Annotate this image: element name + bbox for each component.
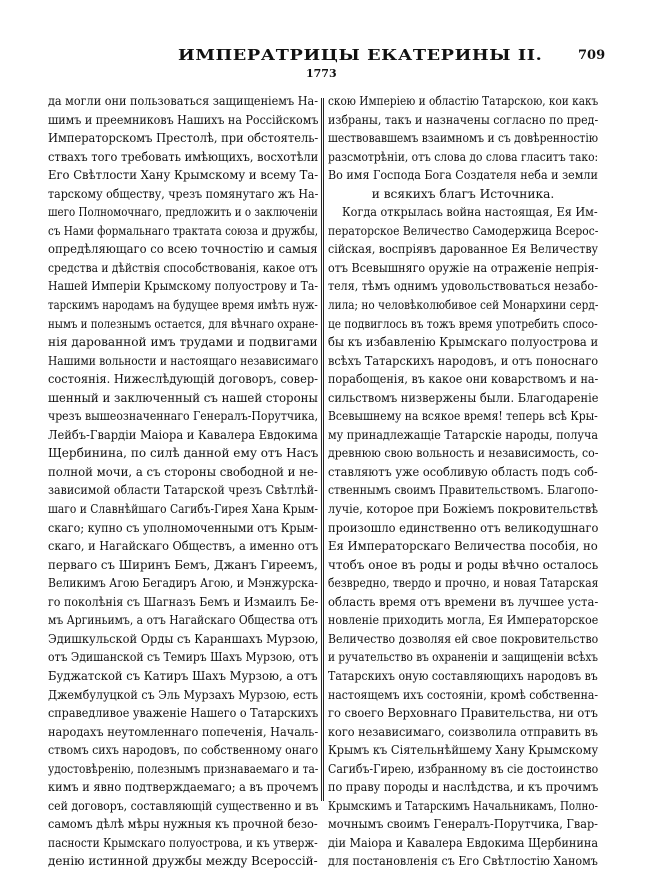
text-line: кимъ и явно подтверждаемаго; а въ прочемъ [48, 780, 319, 795]
text-line: Когда открылась война настоящая, Ея Им- [342, 205, 598, 220]
text-line: Татарскихъ оную составляющихъ народовъ въ [328, 668, 598, 683]
text-line: Щербинина, по силѣ данной ему отъ Насъ [48, 446, 319, 461]
year-heading: 1773 [306, 67, 337, 80]
text-line: средства и дѣйствія способствованія, какое отъ [48, 260, 318, 275]
text-line: всѣхъ Татарскихъ народовъ, и отъ поноснаго [328, 353, 599, 368]
text-line: и всякихъ благъ Источника. [371, 186, 555, 201]
text-line: произошло единственно отъ великодушнаго [328, 520, 599, 535]
text-line: шимъ и преемниковъ Нашихъ на Россійскомъ [48, 112, 319, 127]
text-line: ствахъ того требовать имѣющихъ, восхотѣли [48, 149, 319, 164]
text-line: скаго; купно съ уполномоченными отъ Крым- [48, 520, 318, 535]
running-title: ИМПЕРАТРИЦЫ ЕКАТЕРИНЫ II. [178, 46, 543, 64]
left-column [48, 92, 318, 871]
text-line: сильствомъ низвержены были. Благодареніе [328, 390, 599, 405]
text-line: скаго, и Нагайскаго Обществъ, а именно отъ [48, 539, 319, 554]
text-line: це подвиглось въ тожъ время употребить спосо- [328, 316, 598, 331]
text-line: ствомъ сихъ народовъ, по собственному онаго [48, 743, 319, 758]
text-line: Лейбъ-Гвардіи Маіора и Кавалера Евдокима [48, 427, 318, 442]
text-line: Буджатской съ Катиръ Шахъ Мурзою, а отъ [48, 668, 318, 683]
text-line: шествовавшемъ взаимномъ и съ довѣренностію [328, 131, 599, 146]
text-line: нымъ и полезнымъ остается, для вѣчнаго охране- [48, 316, 319, 331]
text-line: область время отъ времени въ лучшее уста- [328, 594, 599, 609]
text-line: Его Свѣтлости Хану Крымскому и всему Та- [48, 168, 319, 183]
text-line: разсмотрѣніи, отъ слова до слова гласитъ тако: [328, 149, 599, 164]
text-line: чрезъ вышеозначеннаго Генералъ-Порутчика, [48, 409, 319, 424]
text-line: ператорское Величество Самодержица Всерос- [328, 223, 599, 238]
text-line: шенный и заключенный съ нашей стороны [48, 390, 318, 405]
text-line: Сагибъ-Гирею, избранному въ сіе достоинство [328, 761, 599, 776]
text-line: состоянія. Нижеслѣдующій договоръ, совер- [48, 372, 319, 387]
text-line: и ручательство въ охраненіи и защищеніи всѣхъ [328, 650, 598, 665]
text-line: древнюю свою вольность и независимость, со- [328, 446, 599, 461]
text-line: Эдишкульской Орды съ Караншахъ Мурзою, [48, 631, 319, 646]
text-line: самомъ дѣлѣ мѣры нужныя къ прочной безо- [48, 817, 318, 832]
text-line: мочнымъ своимъ Генералъ-Порутчика, Гвар- [328, 817, 598, 832]
text-line: лучіе, которое при Божіемъ покровительствѣ [328, 502, 599, 517]
text-line: зависимой области Татарской чрезъ Свѣтлѣй- [48, 483, 318, 498]
text-line: Ея Императорскаго Величества пособія, но [328, 539, 598, 554]
column-divider [321, 98, 324, 801]
text-line: тарскому обществу, чрезъ помянутаго жъ На- [48, 186, 319, 201]
text-line: бы къ избавленію Крымскаго полуострова и [328, 335, 599, 350]
text-line: Во имя Господа Бога Создателя неба и земли [328, 168, 598, 183]
text-line: да могли они пользоваться защищеніемъ На- [48, 94, 319, 108]
text-line: безвредно, твердо и прочно, и новая Татарская [328, 576, 599, 591]
text-line: Крымскимъ и Татарскимъ Начальникамъ, Полно- [328, 798, 598, 813]
text-line: теля, тѣмъ однимъ удовольствоваться незабо- [328, 279, 598, 294]
text-line: чтобъ оное въ роды и роды вѣчно осталось [328, 557, 599, 572]
text-line: Джембулуцкой съ Эль Мурзахъ Мурзою, есть [48, 687, 319, 702]
text-line: съ Нами формальнаго трактата союза и дружбы, [48, 223, 319, 238]
text-line: Нашими вольности и настоящаго независимаго [48, 353, 319, 368]
text-line: пасности Крымскаго полуострова, и къ утверж- [48, 835, 318, 850]
text-line: шаго и Славнѣйшаго Сагибъ-Гирея Хана Крым- [48, 502, 318, 517]
text-line: скою Имперіею и областію Татарскою, кои какъ [328, 94, 599, 108]
text-line: шего Полномочнаго, предложить и о заключеніи [48, 205, 318, 220]
page-header [0, 46, 650, 86]
text-line: лила; но человѣколюбивое сей Монархини серд- [328, 298, 599, 313]
text-line: нія дарованной имъ трудами и подвигами [48, 335, 318, 350]
text-line: сійская, воспріявъ дарованное Ея Величеству [328, 242, 599, 257]
text-line: му принадлежащіе Татарскіе народы, получа [328, 427, 599, 442]
text-line: отъ Эдишанской съ Темиръ Шахъ Мурзою, отъ [48, 650, 319, 665]
text-line: мъ Аргиньимъ, а отъ Нагайскаго Общества отъ [48, 613, 318, 628]
text-line: діи Маіора и Кавалера Евдокима Щербинина [328, 835, 599, 850]
text-line: удостовѣренію, полезнымъ признаваемаго и та- [48, 761, 319, 776]
text-line: Нашей Имперіи Крымскому полуострову и Та- [48, 279, 319, 294]
text-line: ставляютъ уже особливую область подъ соб- [328, 464, 598, 479]
text-line: настоящемъ ихъ состояніи, кромѣ собственна- [328, 687, 599, 702]
text-line: го поколѣнія съ Шагназъ Бемъ и Измаилъ Бе- [48, 594, 319, 609]
text-line: денію истинной дружбы между Всероссій- [48, 854, 318, 869]
text-line: Великимъ Агою Бегадиръ Агою, и Мэнжурска- [48, 576, 318, 591]
text-line: справедливое уваженіе Нашего о Татарскихъ [48, 706, 319, 721]
text-line: Величество дозволяя ей свое покровительство [328, 631, 599, 646]
text-line: народахъ неутомленнаго попеченія, Началь- [48, 724, 319, 739]
text-line: опредѣляющаго со всею точностію и самыя [48, 242, 318, 257]
text-line: сей договоръ, составляющій существенно и въ [48, 798, 319, 813]
text-line: перваго съ Ширинъ Бемъ, Джанъ Гиреемъ, [48, 557, 318, 572]
text-line: избраны, такъ и назначены согласно по пред- [328, 112, 599, 127]
text-line: го своего Верховнаго Правительства, ни отъ [328, 706, 598, 721]
text-line: тарскимъ народамъ на будущее время имѣть нуж- [48, 298, 318, 313]
text-line: по праву породы и наслѣдства, и къ прочимъ [328, 780, 599, 795]
text-line: отъ Всевышняго оружіе на отраженіе непрія- [328, 260, 599, 275]
text-line: Крымъ къ Сіятельнѣйшему Хану Крымскому [328, 743, 599, 758]
text-line: порабощенія, въ какое они коварствомъ и на- [328, 372, 599, 387]
text-line: полной мочи, а съ стороны свободной и не- [48, 464, 318, 479]
text-line: для постановленія съ Его Свѣтлостію Ханомъ [328, 854, 598, 869]
text-line: ственнымъ своимъ Правительствомъ. Благопо- [328, 483, 598, 498]
text-line: Императорскомъ Престолѣ, при обстоятель- [48, 131, 319, 146]
right-column [328, 92, 598, 871]
text-line: Всевышнему на всякое время! теперь всѣ Кры- [328, 409, 598, 424]
text-line: кого независимаго, соизволила отправить въ [328, 724, 598, 739]
text-line: новленіе приходить могла, Ея Императорское [328, 613, 599, 628]
page-number: 709 [578, 48, 606, 63]
